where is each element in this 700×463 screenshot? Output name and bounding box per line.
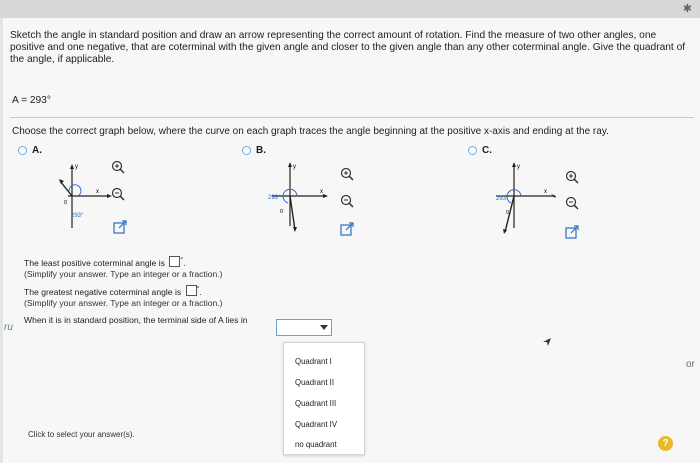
corner-icon: ✱ — [682, 3, 692, 15]
graph-b-y: y — [293, 164, 296, 170]
help-button[interactable]: ? — [658, 436, 673, 451]
option-a-label: A. — [32, 145, 42, 156]
choose-instruction: Choose the correct graph below, where the curve on each graph traces the angle beginning at the positive x-axis and ending at the ray. — [12, 126, 609, 137]
graph-b — [254, 156, 344, 246]
graph-a-y: y — [75, 164, 78, 170]
least-positive-hint: (Simplify your answer. Type an integer or a fraction.) — [24, 268, 223, 279]
given-angle: A = 293° — [12, 95, 51, 106]
least-positive-input[interactable] — [169, 256, 180, 267]
cursor-icon — [542, 334, 552, 352]
period: . — [183, 258, 186, 268]
greatest-negative-hint: (Simplify your answer. Type an integer or a fraction.) — [24, 297, 223, 308]
popout-icon[interactable] — [113, 220, 127, 234]
graph-c — [486, 156, 576, 246]
left-margin-mark: ru — [4, 322, 13, 333]
dropdown-option[interactable]: no quadrant — [295, 440, 337, 449]
answer-section — [24, 254, 248, 328]
quadrant-select[interactable] — [276, 319, 332, 336]
top-band — [0, 0, 700, 18]
least-positive-label: The least positive coterminal angle is — [24, 258, 165, 268]
zoom-in-icon[interactable] — [340, 167, 354, 181]
option-b-label: B. — [256, 145, 266, 156]
dropdown-option[interactable]: Quadrant II — [295, 378, 335, 387]
terminal-side-label: When it is in standard position, the terminal side of A lies in — [24, 315, 248, 325]
popout-icon[interactable] — [565, 225, 579, 239]
question-text: Sketch the angle in standard position and draw an arrow representing the correct amount of rotation. Find the measure of two other angles, one positive and one negative, that are coterminal with the given angle and closer to the given angle than any other coterminal angle. Give the quadrant of the angle, if applicable. — [10, 30, 686, 65]
graph-a-origin: 0 — [64, 200, 68, 206]
graph-c-x: x — [544, 189, 547, 195]
zoom-out-icon[interactable] — [340, 194, 354, 208]
graph-b-angle: 293° — [268, 195, 281, 201]
quadrant-dropdown — [283, 342, 365, 455]
dropdown-option[interactable]: Quadrant III — [295, 399, 337, 408]
option-a[interactable] — [18, 145, 42, 156]
graph-a — [52, 156, 142, 246]
graph-a-angle: 293° — [71, 213, 84, 219]
zoom-in-icon[interactable] — [565, 170, 579, 184]
option-b[interactable] — [242, 145, 266, 156]
greatest-negative-input[interactable] — [186, 285, 197, 296]
option-c[interactable] — [468, 145, 492, 156]
zoom-in-icon[interactable] — [111, 160, 125, 174]
dropdown-option[interactable]: Quadrant IV — [295, 420, 338, 429]
least-positive-row — [24, 254, 248, 268]
graph-c-origin: 0 — [506, 210, 510, 216]
option-b-radio[interactable] — [242, 146, 251, 155]
greatest-negative-label: The greatest negative coterminal angle is — [24, 287, 182, 297]
right-margin-mark: or — [686, 359, 695, 370]
graph-c-y: y — [517, 164, 520, 170]
dropdown-option[interactable]: Quadrant I — [295, 357, 332, 366]
greatest-negative-row — [24, 283, 248, 297]
zoom-out-icon[interactable] — [111, 187, 125, 201]
graph-b-origin: 0 — [280, 209, 284, 215]
degree-symbol: ° — [196, 286, 200, 293]
option-c-radio[interactable] — [468, 146, 477, 155]
option-c-label: C. — [482, 145, 492, 156]
graph-c-angle: 293° — [496, 196, 509, 202]
degree-symbol: ° — [180, 257, 184, 264]
click-hint: Click to select your answer(s). — [28, 430, 135, 439]
zoom-out-icon[interactable] — [565, 196, 579, 210]
chevron-down-icon — [320, 325, 328, 330]
option-a-radio[interactable] — [18, 146, 27, 155]
period: . — [199, 287, 202, 297]
divider — [10, 117, 694, 118]
graph-b-x: x — [320, 189, 323, 195]
graph-a-x: x — [96, 189, 99, 195]
popout-icon[interactable] — [340, 222, 354, 236]
